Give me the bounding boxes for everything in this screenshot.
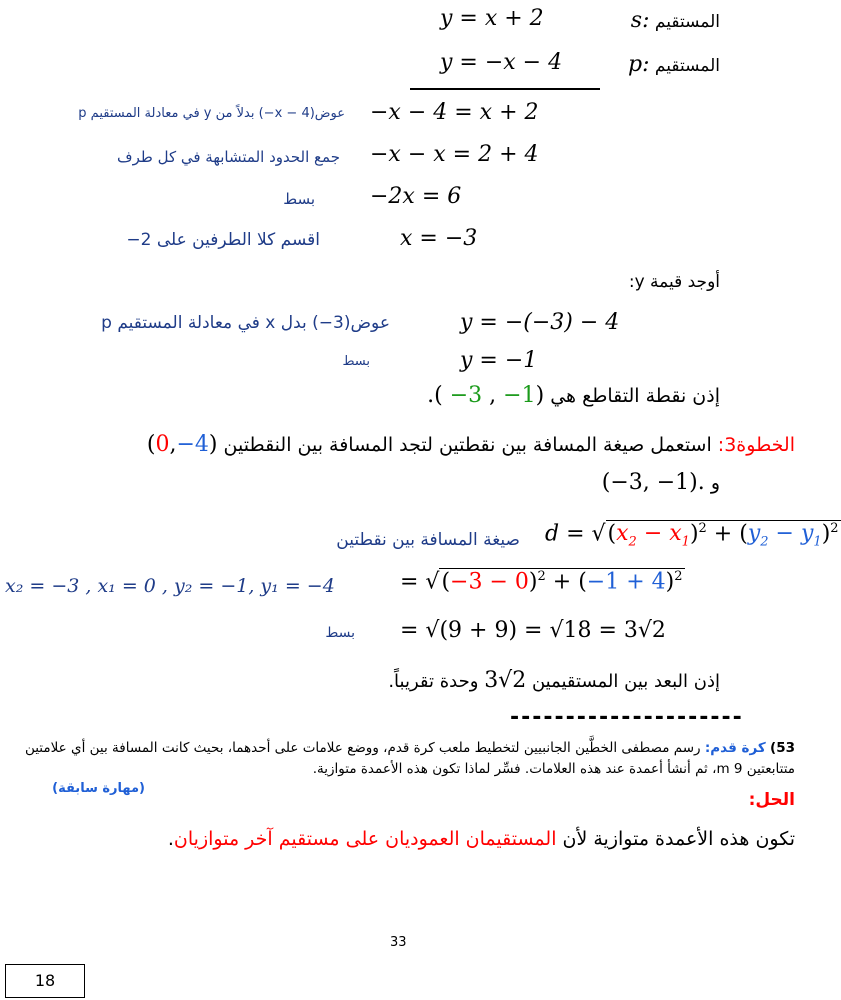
step3-label: الخطوة3:	[717, 434, 795, 456]
solution-label: الحل:	[748, 790, 795, 810]
step3-line-2: و (−3, −1).	[601, 470, 720, 495]
intersection-conclusion: إذن نقطة التقاطع هي .( −3 , −1)	[427, 383, 720, 408]
distance-formula-note: صيغة المسافة بين نقطتين	[336, 530, 520, 550]
step3-point-1: (0,−4)	[146, 432, 218, 457]
find-y-step-1-note: عوض(3−) بدل x في معادلة المستقيم p	[101, 313, 390, 333]
problem-53	[5, 738, 795, 780]
line-s-equation: y = x + 2	[440, 6, 544, 31]
solve-step-1-eq: −x − 4 = x + 2	[370, 100, 539, 125]
problem-number: 53)	[770, 740, 795, 756]
substitution-equation: = $√(-3 - 0)^2 + (-1 + 4)^2$	[400, 569, 683, 595]
solution-answer: تكون هذه الأعمدة متوازية لأن المستقيمان العموديان على مستقيم آخر متوازيان.	[167, 828, 795, 850]
find-y-step-2-eq: y = −1	[460, 348, 538, 373]
separator-dashes: ---------------------	[510, 705, 744, 730]
substitution-note: x₂ = −3 , x₁ = 0 , y₂ = −1, y₁ = −4	[5, 575, 335, 597]
step3-text: استعمل صيغة المسافة بين نقطتين لتجد المسافة بين النقطتين	[223, 434, 712, 456]
find-y-step-1-eq: y = −(−3) − 4	[460, 310, 620, 335]
solve-step-3-eq: −2x = 6	[370, 184, 462, 209]
distance-result: إذن البعد بين المستقيمين 3√2 وحدة تقريباً.	[388, 668, 720, 693]
intersection-point: .( −3 , −1)	[427, 383, 545, 408]
page-number: 33	[390, 935, 407, 950]
find-y-step-2-note: بسط	[342, 354, 370, 369]
distance-formula: $d = √(x_2 - x_1)^2 + (y_2 - y_1)^2$	[545, 521, 839, 550]
line-p-equation: y = −x − 4	[440, 50, 563, 75]
footer-box-number: 18	[5, 964, 85, 998]
solve-step-2-eq: −x − x = 2 + 4	[370, 142, 539, 167]
solve-step-4-eq: x = −3	[400, 226, 478, 251]
equation-underline	[410, 88, 600, 90]
solve-step-3-note: بسط	[283, 190, 315, 208]
problem-body: رسم مصطفى الخطَّين الجانبيين لتخطيط ملعب كرة قدم، ووضع علامات على أحدهما، بحيث كانت المسافة بين أي علامتين متتابعتين 9 m، ثم أنشأ أعمدة عند هذه العلامات. فسِّر لماذا تكون هذه الأعمدة متوازية.	[24, 740, 795, 777]
line-p-label: المستقيم :p	[628, 52, 720, 77]
simplify-equation: = √(9 + 9) = √18 = 3√2	[400, 618, 666, 643]
problem-title: كرة قدم:	[704, 740, 766, 756]
find-y-heading: أوجد قيمة y:	[628, 272, 720, 292]
step3-point-2: (−3, −1).	[601, 470, 705, 495]
simplify-note: بسط	[325, 625, 355, 641]
step3-line	[147, 432, 795, 457]
solve-step-4-note: اقسم كلا الطرفين على 2−	[126, 230, 320, 250]
solve-step-2-note: جمع الحدود المتشابهة في كل طرف	[117, 148, 340, 166]
line-s-label: المستقيم :s	[630, 8, 720, 33]
prior-skill-badge: (مهارة سابقة)	[52, 781, 145, 796]
solve-step-1-note: عوض(4 − x−) بدلاً من y في معادلة المستقيم p	[78, 106, 345, 121]
